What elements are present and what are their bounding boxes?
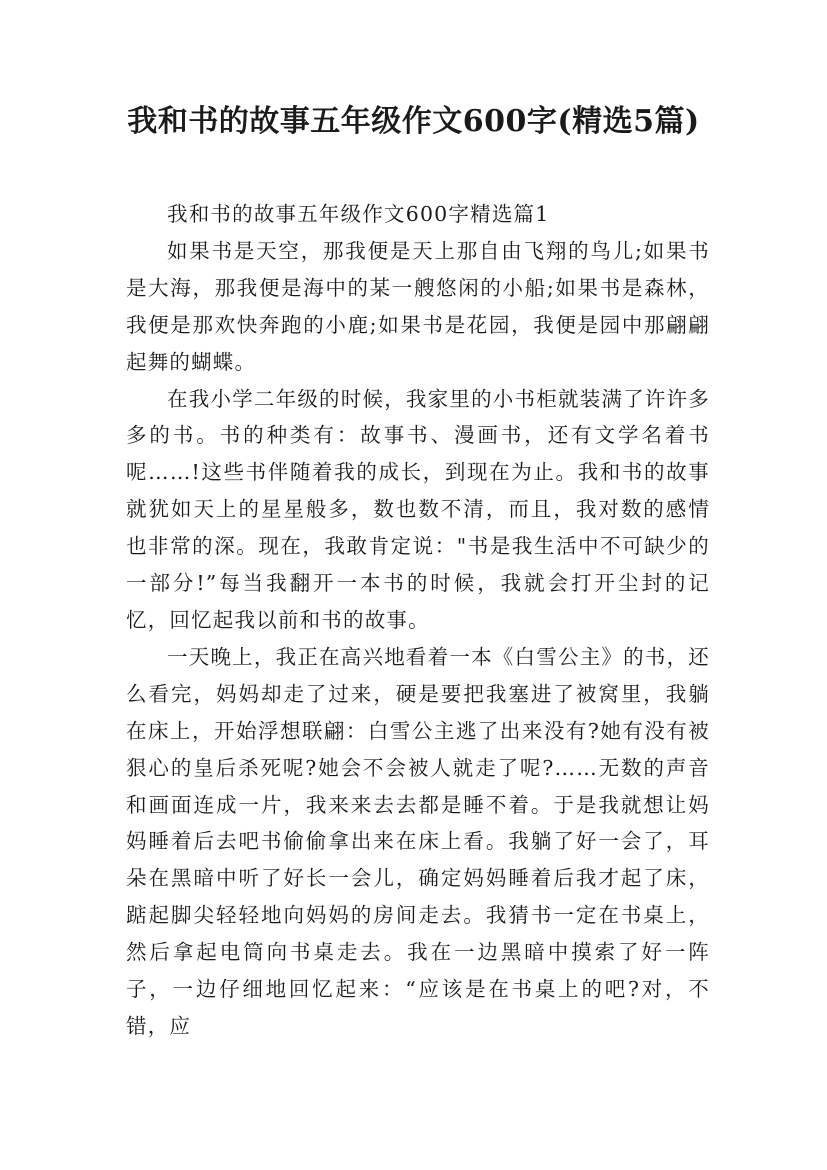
document-body — [126, 196, 710, 1045]
document-title: 我和书的故事五年级作文600字(精选5篇) — [127, 104, 700, 139]
section-heading: 我和书的故事五年级作文600字精选篇1 — [167, 202, 550, 226]
paragraph-2: 在我小学二年级的时候，我家里的小书柜就装满了许许多多的书。书的种类有：故事书、漫画书，还有文学名着书呢……!这些书伴随着我的成长，到现在为止。我和书的故事就犹如天上的星星般多，数也数不清，而且，我对数的感情也非常的深。现在，我敢肯定说："书是我生活中不可缺少的一部分!”每当我翻开一本书的时候，我就会打开尘封的记忆，回忆起我以前和书的故事。 — [126, 386, 710, 632]
paragraph-3: 一天晚上，我正在高兴地看着一本《白雪公主》的书，还么看完，妈妈却走了过来，硬是要把我塞进了被窝里，我躺在床上，开始浮想联翩：白雪公主逃了出来没有?她有没有被狠心的皇后杀死呢?她会不会被人就走了呢?……无数的声音和画面连成一片，我来来去去都是睡不着。于是我就想让妈妈睡着后去吧书偷偷拿出来在床上看。我躺了好一会了，耳朵在黑暗中听了好长一会儿，确定妈妈睡着后我才起了床，踮起脚尖轻轻地向妈妈的房间走去。我猜书一定在书桌上，然后拿起电筒向书桌走去。我在一边黑暗中摸索了好一阵子，一边仔细地回忆起来：“应该是在书桌上的吧?对，不错，应 — [126, 644, 710, 1038]
paragraph-1: 如果书是天空，那我便是天上那自由飞翔的鸟儿;如果书是大海，那我便是海中的某一艘悠闲的小船;如果书是森林，我便是那欢快奔跑的小鹿;如果书是花园，我便是园中那翩翩起舞的蝴蝶。 — [126, 238, 710, 374]
